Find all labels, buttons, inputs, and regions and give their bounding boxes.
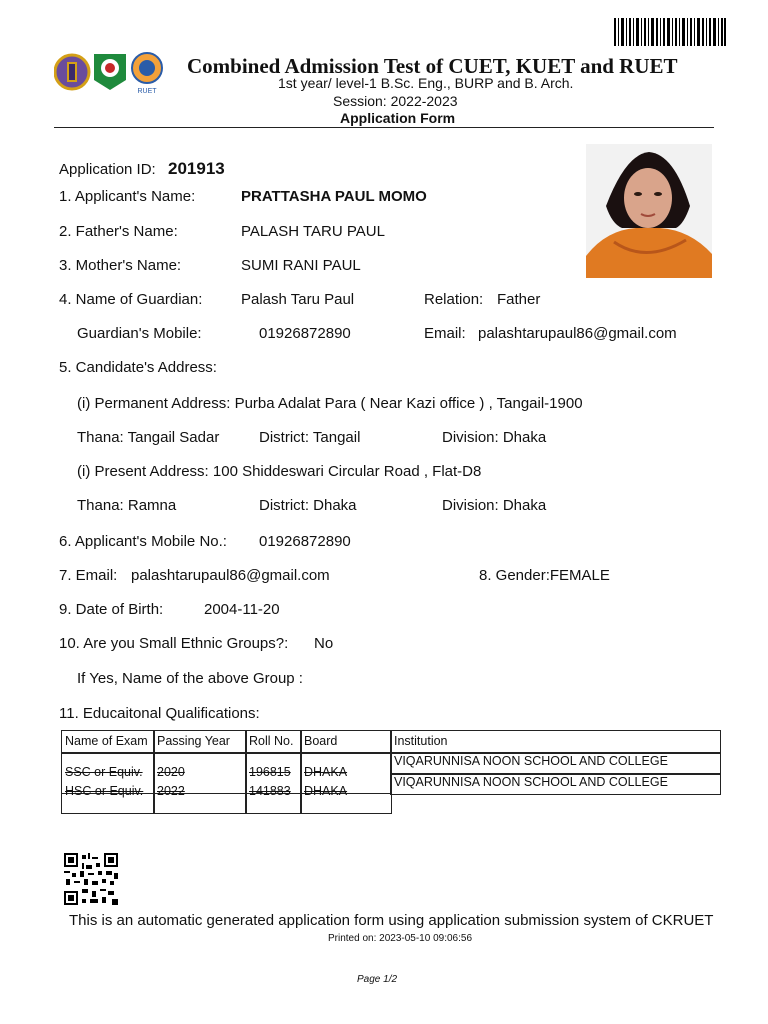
col-header-board: Board: [304, 734, 338, 748]
row2-roll: 141883: [249, 784, 291, 798]
mother-name-label: 3. Mother's Name:: [59, 257, 182, 274]
row1-exam: SSC or Equiv.: [65, 765, 143, 779]
present-thana: Thana: Ramna: [77, 497, 177, 514]
printed-timestamp: Printed on: 2023-05-10 09:06:56: [328, 933, 472, 944]
row2-institution: VIQARUNNISA NOON SCHOOL AND COLLEGE: [394, 775, 668, 789]
present-address: (i) Present Address: 100 Shiddeswari Circular Road , Flat-D8: [77, 463, 482, 480]
body-cell-board: [300, 752, 392, 814]
education-label: 11. Educaitonal Qualifications:: [59, 705, 260, 722]
qr-code-icon: [64, 853, 118, 905]
row2-exam: HSC or Equiv.: [65, 784, 144, 798]
permanent-address: (i) Permanent Address: Purba Adalat Para ( Near Kazi office ) , Tangail-1900: [77, 395, 583, 412]
body-cell-roll: [245, 752, 302, 814]
header-divider: [54, 127, 714, 128]
permanent-division: Division: Dhaka: [442, 429, 547, 446]
kuet-logo-icon: [94, 54, 126, 90]
page-number: Page 1/2: [357, 974, 398, 985]
row1-year: 2020: [157, 765, 185, 779]
exam-subtitle: 1st year/ level-1 B.Sc. Eng., BURP and B. Arch.: [278, 75, 574, 91]
exam-title: Combined Admission Test of CUET, KUET and RUET: [187, 54, 678, 78]
svg-text:RUET: RUET: [137, 88, 157, 95]
applicant-name-label: 1. Applicant's Name:: [59, 188, 196, 205]
applicant-mobile-value: 01926872890: [259, 533, 351, 550]
row2-board: DHAKA: [304, 784, 348, 798]
ethnic-group-question: 10. Are you Small Ethnic Groups?:: [59, 635, 289, 652]
mother-name-value: SUMI RANI PAUL: [241, 257, 361, 274]
ethnic-group-answer: No: [314, 635, 334, 652]
relation-value: Father: [497, 291, 541, 308]
row1-roll: 196815: [249, 765, 291, 779]
guardian-name-value: Palash Taru Paul: [241, 291, 355, 308]
present-district: District: Dhaka: [259, 497, 357, 514]
email-label: 7. Email:: [59, 567, 118, 584]
gender: 8. Gender:FEMALE: [479, 567, 610, 584]
row1-board: DHAKA: [304, 765, 348, 779]
applicant-mobile-label: 6. Applicant's Mobile No.:: [59, 533, 227, 550]
guardian-name-label: 4. Name of Guardian:: [59, 291, 203, 308]
father-name-value: PALASH TARU PAUL: [241, 223, 385, 240]
father-name-label: 2. Father's Name:: [59, 223, 178, 240]
application-id-label: Application ID:: [59, 161, 156, 178]
relation-label: Relation:: [424, 291, 484, 308]
col-header-roll: Roll No.: [249, 734, 294, 748]
ruet-logo-icon: [132, 53, 162, 95]
application-id-value: 201913: [168, 159, 225, 178]
col-header-institution: Institution: [394, 734, 448, 748]
auto-generated-note: This is an automatic generated application form using application submission system of CKRUET: [69, 912, 714, 929]
guardian-mobile-label: Guardian's Mobile:: [77, 325, 202, 342]
row2-year: 2022: [157, 784, 185, 798]
university-logos: [54, 48, 166, 101]
ethnic-group-name-label: If Yes, Name of the above Group :: [77, 670, 303, 687]
cuet-logo-icon: [55, 55, 89, 89]
row1-institution: VIQARUNNISA NOON SCHOOL AND COLLEGE: [394, 754, 668, 768]
form-title: Application Form: [340, 110, 456, 126]
body-cell-year: [153, 752, 247, 814]
session: Session: 2022-2023: [333, 93, 458, 109]
permanent-thana: Thana: Tangail Sadar: [77, 429, 220, 446]
guardian-mobile-value: 01926872890: [259, 325, 351, 342]
email-value: palashtarupaul86@gmail.com: [131, 567, 330, 584]
applicant-photo: [586, 144, 712, 278]
guardian-email-label: Email:: [424, 325, 466, 342]
col-header-year: Passing Year: [157, 734, 230, 748]
guardian-email-value: palashtarupaul86@gmail.com: [478, 325, 677, 342]
dob-value: 2004-11-20: [204, 601, 280, 618]
body-cell-exam: [61, 752, 155, 814]
permanent-district: District: Tangail: [259, 429, 361, 446]
candidate-address-label: 5. Candidate's Address:: [59, 359, 217, 376]
applicant-name-value: PRATTASHA PAUL MOMO: [241, 188, 427, 205]
present-division: Division: Dhaka: [442, 497, 547, 514]
barcode: [614, 18, 726, 46]
col-header-exam: Name of Exam: [65, 734, 148, 748]
dob-label: 9. Date of Birth:: [59, 601, 164, 618]
